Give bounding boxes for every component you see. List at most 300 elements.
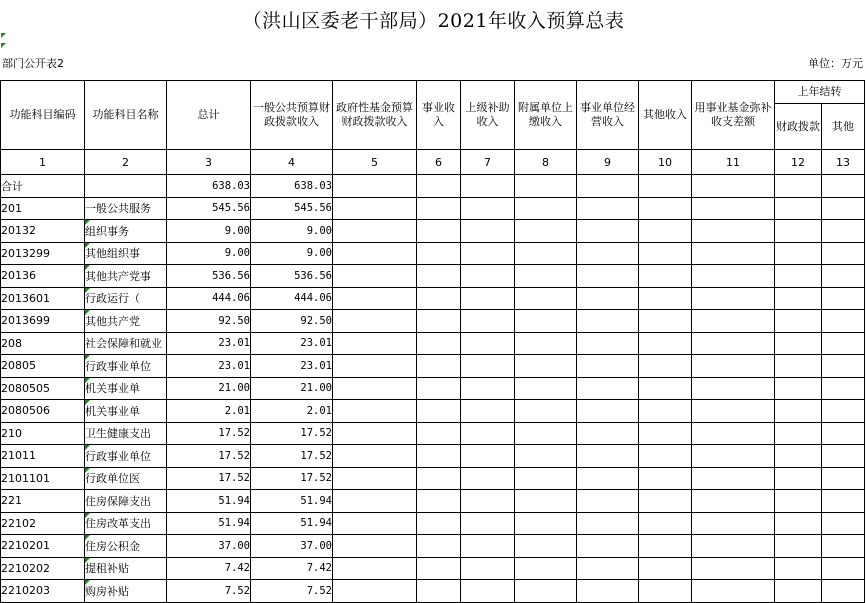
empty-cell <box>333 377 417 400</box>
empty-cell <box>333 445 417 468</box>
empty-cell <box>822 400 865 423</box>
empty-cell <box>461 332 515 355</box>
column-index-cell: 12 <box>775 150 822 175</box>
cell-marker-icon <box>85 265 90 270</box>
empty-cell <box>333 535 417 558</box>
empty-cell <box>577 422 639 445</box>
empty-cell <box>577 310 639 333</box>
empty-cell <box>775 400 822 423</box>
cell-marker-icon <box>85 400 90 405</box>
code-cell: 20132 <box>1 220 85 243</box>
table-row <box>1 557 865 580</box>
empty-cell <box>333 242 417 265</box>
empty-cell <box>577 242 639 265</box>
empty-cell <box>461 310 515 333</box>
name-cell: 购房补贴 <box>85 580 167 603</box>
empty-cell <box>822 355 865 378</box>
empty-cell <box>417 557 461 580</box>
table-row <box>1 242 865 265</box>
total-cell: 17.52 <box>167 422 251 445</box>
empty-cell <box>822 580 865 603</box>
empty-cell <box>822 422 865 445</box>
name-cell: 社会保障和就业 <box>85 332 167 355</box>
column-index-cell: 7 <box>461 150 515 175</box>
empty-cell <box>639 400 692 423</box>
name-cell: 其他组织事 <box>85 242 167 265</box>
empty-cell <box>639 445 692 468</box>
empty-cell <box>417 512 461 535</box>
name-cell: 住房保障支出 <box>85 490 167 513</box>
empty-cell <box>417 242 461 265</box>
table-row <box>1 490 865 513</box>
table-row <box>1 355 865 378</box>
empty-cell <box>775 265 822 288</box>
empty-cell <box>692 287 775 310</box>
empty-cell <box>775 557 822 580</box>
empty-cell <box>775 197 822 220</box>
empty-cell <box>822 490 865 513</box>
empty-cell <box>515 580 577 603</box>
empty-cell <box>417 535 461 558</box>
empty-cell <box>333 175 417 198</box>
table-row <box>1 400 865 423</box>
empty-cell <box>822 220 865 243</box>
header-total: 总计 <box>167 81 251 150</box>
empty-cell <box>333 197 417 220</box>
empty-cell <box>639 175 692 198</box>
unit-label: 单位：万元 <box>808 57 863 70</box>
column-index-cell: 10 <box>639 150 692 175</box>
empty-cell <box>692 422 775 445</box>
empty-cell <box>775 580 822 603</box>
total-cell: 7.42 <box>167 557 251 580</box>
column-index-cell: 3 <box>167 150 251 175</box>
empty-cell <box>692 400 775 423</box>
empty-cell <box>417 445 461 468</box>
empty-cell <box>639 265 692 288</box>
general-cell: 51.94 <box>251 490 333 513</box>
total-cell: 638.03 <box>167 175 251 198</box>
header-fund: 政府性基金预算财政拨款收入 <box>333 81 417 150</box>
column-index-cell: 8 <box>515 150 577 175</box>
empty-cell <box>515 422 577 445</box>
total-cell: 545.56 <box>167 197 251 220</box>
table-row <box>1 310 865 333</box>
cell-marker-icon <box>85 468 90 473</box>
empty-cell <box>333 332 417 355</box>
total-cell: 9.00 <box>167 220 251 243</box>
empty-cell <box>515 197 577 220</box>
empty-cell <box>515 175 577 198</box>
empty-cell <box>461 580 515 603</box>
empty-cell <box>515 220 577 243</box>
name-cell: 机关事业单 <box>85 400 167 423</box>
cell-marker-icon <box>85 288 90 293</box>
empty-cell <box>692 467 775 490</box>
general-cell: 21.00 <box>251 377 333 400</box>
empty-cell <box>417 467 461 490</box>
empty-cell <box>775 310 822 333</box>
empty-cell <box>639 535 692 558</box>
empty-cell <box>775 445 822 468</box>
name-cell: 住房改革支出 <box>85 512 167 535</box>
empty-cell <box>515 467 577 490</box>
empty-cell <box>333 355 417 378</box>
empty-cell <box>515 287 577 310</box>
empty-cell <box>822 175 865 198</box>
empty-cell <box>577 580 639 603</box>
general-cell: 9.00 <box>251 242 333 265</box>
cell-marker-icon <box>85 310 90 315</box>
budget-table <box>0 80 865 603</box>
general-cell: 23.01 <box>251 332 333 355</box>
empty-cell <box>577 400 639 423</box>
name-cell: 行政单位医 <box>85 467 167 490</box>
code-cell: 2013699 <box>1 310 85 333</box>
empty-cell <box>515 445 577 468</box>
table-row <box>1 377 865 400</box>
total-cell: 536.56 <box>167 265 251 288</box>
empty-cell <box>639 490 692 513</box>
empty-cell <box>822 265 865 288</box>
table-row <box>1 445 865 468</box>
empty-cell <box>639 310 692 333</box>
empty-cell <box>461 197 515 220</box>
empty-cell <box>692 265 775 288</box>
empty-cell <box>577 355 639 378</box>
empty-cell <box>775 467 822 490</box>
empty-cell <box>639 355 692 378</box>
code-cell: 20136 <box>1 265 85 288</box>
empty-cell <box>461 557 515 580</box>
name-cell: 卫生健康支出 <box>85 422 167 445</box>
empty-cell <box>692 355 775 378</box>
column-index-cell: 2 <box>85 150 167 175</box>
empty-cell <box>692 512 775 535</box>
empty-cell <box>461 175 515 198</box>
header-name: 功能科目名称 <box>85 81 167 150</box>
empty-cell <box>515 310 577 333</box>
name-cell: 一般公共服务 <box>85 197 167 220</box>
empty-cell <box>577 265 639 288</box>
general-cell: 37.00 <box>251 535 333 558</box>
total-cell: 21.00 <box>167 377 251 400</box>
page-title: （洪山区委老干部局）2021年收入预算总表 <box>242 10 625 32</box>
empty-cell <box>775 287 822 310</box>
general-cell: 92.50 <box>251 310 333 333</box>
empty-cell <box>577 377 639 400</box>
code-cell: 2080505 <box>1 377 85 400</box>
table-row <box>1 175 865 198</box>
empty-cell <box>461 242 515 265</box>
cell-marker-icon <box>85 243 90 248</box>
empty-cell <box>692 220 775 243</box>
empty-cell <box>515 490 577 513</box>
empty-cell <box>639 377 692 400</box>
empty-cell <box>639 580 692 603</box>
general-cell: 638.03 <box>251 175 333 198</box>
empty-cell <box>775 242 822 265</box>
code-cell: 208 <box>1 332 85 355</box>
empty-cell <box>417 220 461 243</box>
empty-cell <box>577 287 639 310</box>
empty-cell <box>577 197 639 220</box>
general-cell: 17.52 <box>251 467 333 490</box>
column-index-cell: 6 <box>417 150 461 175</box>
table-row <box>1 467 865 490</box>
empty-cell <box>417 175 461 198</box>
code-cell: 2101101 <box>1 467 85 490</box>
header-business: 事业收入 <box>417 81 461 150</box>
general-cell: 51.94 <box>251 512 333 535</box>
empty-cell <box>775 175 822 198</box>
empty-cell <box>639 512 692 535</box>
empty-cell <box>417 197 461 220</box>
total-cell: 9.00 <box>167 242 251 265</box>
code-cell: 20805 <box>1 355 85 378</box>
empty-cell <box>417 422 461 445</box>
total-cell: 51.94 <box>167 490 251 513</box>
cell-marker-icon <box>85 355 90 360</box>
empty-cell <box>639 197 692 220</box>
table-row <box>1 220 865 243</box>
name-cell: 住房公积金 <box>85 535 167 558</box>
empty-cell <box>822 535 865 558</box>
empty-cell <box>692 332 775 355</box>
empty-cell <box>692 490 775 513</box>
empty-cell <box>461 512 515 535</box>
empty-cell <box>775 422 822 445</box>
table-row <box>1 535 865 558</box>
empty-cell <box>333 512 417 535</box>
empty-cell <box>775 332 822 355</box>
empty-cell <box>417 265 461 288</box>
general-cell: 7.42 <box>251 557 333 580</box>
code-cell: 2013601 <box>1 287 85 310</box>
total-cell: 92.50 <box>167 310 251 333</box>
empty-cell <box>692 377 775 400</box>
code-cell: 22102 <box>1 512 85 535</box>
empty-cell <box>333 422 417 445</box>
empty-cell <box>417 287 461 310</box>
empty-cell <box>577 535 639 558</box>
empty-cell <box>639 332 692 355</box>
column-index-cell: 9 <box>577 150 639 175</box>
empty-cell <box>461 467 515 490</box>
empty-cell <box>333 310 417 333</box>
code-cell: 2210201 <box>1 535 85 558</box>
empty-cell <box>775 355 822 378</box>
empty-cell <box>515 242 577 265</box>
empty-cell <box>775 490 822 513</box>
empty-cell <box>461 265 515 288</box>
empty-cell <box>417 355 461 378</box>
empty-cell <box>515 535 577 558</box>
total-cell: 51.94 <box>167 512 251 535</box>
empty-cell <box>692 175 775 198</box>
header-code: 功能科目编码 <box>1 81 85 150</box>
general-cell: 545.56 <box>251 197 333 220</box>
name-cell: 行政事业单位 <box>85 355 167 378</box>
general-cell: 2.01 <box>251 400 333 423</box>
general-cell: 536.56 <box>251 265 333 288</box>
empty-cell <box>417 400 461 423</box>
empty-cell <box>822 287 865 310</box>
empty-cell <box>775 220 822 243</box>
header-makeup: 用事业基金弥补收支差额 <box>692 81 775 150</box>
general-cell: 7.52 <box>251 580 333 603</box>
empty-cell <box>775 512 822 535</box>
empty-cell <box>822 467 865 490</box>
empty-cell <box>515 377 577 400</box>
empty-cell <box>577 467 639 490</box>
table-row <box>1 197 865 220</box>
cell-marker-icon <box>85 580 90 585</box>
empty-cell <box>639 220 692 243</box>
cell-marker-icon <box>85 220 90 225</box>
empty-cell <box>333 400 417 423</box>
header-carryover-fiscal: 财政拨款 <box>775 104 822 150</box>
empty-cell <box>577 220 639 243</box>
empty-cell <box>515 557 577 580</box>
table-row <box>1 332 865 355</box>
column-index-cell: 5 <box>333 150 417 175</box>
header-affiliated: 附属单位上缴收入 <box>515 81 577 150</box>
name-cell: 行政事业单位 <box>85 445 167 468</box>
general-cell: 444.06 <box>251 287 333 310</box>
empty-cell <box>515 265 577 288</box>
empty-cell <box>822 377 865 400</box>
name-cell: 机关事业单 <box>85 377 167 400</box>
empty-cell <box>822 332 865 355</box>
cell-marker-icon <box>1 43 6 48</box>
empty-cell <box>333 467 417 490</box>
table-row <box>1 422 865 445</box>
empty-cell <box>639 287 692 310</box>
empty-cell <box>417 332 461 355</box>
empty-cell <box>461 355 515 378</box>
code-cell: 21011 <box>1 445 85 468</box>
empty-cell <box>577 557 639 580</box>
cell-marker-icon <box>85 378 90 383</box>
table-row <box>1 512 865 535</box>
form-label: 部门公开表2 <box>2 57 64 70</box>
general-cell: 17.52 <box>251 445 333 468</box>
empty-cell <box>692 242 775 265</box>
empty-cell <box>461 445 515 468</box>
empty-cell <box>822 310 865 333</box>
header-carryover-other: 其他 <box>822 104 865 150</box>
total-cell: 7.52 <box>167 580 251 603</box>
general-cell: 9.00 <box>251 220 333 243</box>
header-other: 其他收入 <box>639 81 692 150</box>
empty-cell <box>417 490 461 513</box>
empty-cell <box>692 445 775 468</box>
empty-cell <box>461 535 515 558</box>
empty-cell <box>822 445 865 468</box>
header-operation: 事业单位经营收入 <box>577 81 639 150</box>
empty-cell <box>639 422 692 445</box>
name-cell: 其他共产党 <box>85 310 167 333</box>
empty-cell <box>822 197 865 220</box>
empty-cell <box>461 422 515 445</box>
empty-cell <box>577 512 639 535</box>
header-superior: 上级补助收入 <box>461 81 515 150</box>
column-index-cell: 4 <box>251 150 333 175</box>
empty-cell <box>515 512 577 535</box>
total-cell: 23.01 <box>167 332 251 355</box>
empty-cell <box>461 490 515 513</box>
name-cell: 组织事务 <box>85 220 167 243</box>
column-index-row <box>1 150 865 175</box>
empty-cell <box>639 467 692 490</box>
empty-cell <box>822 242 865 265</box>
empty-cell <box>333 580 417 603</box>
empty-cell <box>333 490 417 513</box>
empty-cell <box>333 287 417 310</box>
empty-cell <box>333 220 417 243</box>
code-cell: 210 <box>1 422 85 445</box>
header-carryover: 上年结转 <box>775 81 865 104</box>
empty-cell <box>417 377 461 400</box>
code-cell: 2013299 <box>1 242 85 265</box>
table-row <box>1 287 865 310</box>
general-cell: 17.52 <box>251 422 333 445</box>
empty-cell <box>775 377 822 400</box>
header-general: 一般公共预算财政拨款收入 <box>251 81 333 150</box>
empty-cell <box>692 580 775 603</box>
code-cell: 221 <box>1 490 85 513</box>
empty-cell <box>515 332 577 355</box>
total-cell: 37.00 <box>167 535 251 558</box>
cell-marker-icon <box>85 445 90 450</box>
total-cell: 23.01 <box>167 355 251 378</box>
empty-cell <box>692 557 775 580</box>
code-cell: 合计 <box>1 175 85 198</box>
name-cell: 其他共产党事 <box>85 265 167 288</box>
code-cell: 2210202 <box>1 557 85 580</box>
empty-cell <box>333 265 417 288</box>
table-row <box>1 580 865 603</box>
empty-cell <box>417 310 461 333</box>
empty-cell <box>417 580 461 603</box>
total-cell: 17.52 <box>167 445 251 468</box>
total-cell: 17.52 <box>167 467 251 490</box>
column-index-cell: 11 <box>692 150 775 175</box>
empty-cell <box>461 400 515 423</box>
column-index-cell: 13 <box>822 150 865 175</box>
empty-cell <box>577 445 639 468</box>
name-cell: 行政运行（ <box>85 287 167 310</box>
empty-cell <box>639 557 692 580</box>
empty-cell <box>577 332 639 355</box>
total-cell: 2.01 <box>167 400 251 423</box>
empty-cell <box>775 535 822 558</box>
code-cell: 2080506 <box>1 400 85 423</box>
empty-cell <box>333 557 417 580</box>
empty-cell <box>515 355 577 378</box>
name-cell <box>85 175 167 198</box>
empty-cell <box>692 197 775 220</box>
empty-cell <box>639 242 692 265</box>
code-cell: 201 <box>1 197 85 220</box>
table-row <box>1 265 865 288</box>
cell-marker-icon <box>85 513 90 518</box>
empty-cell <box>461 220 515 243</box>
cell-marker-icon <box>85 535 90 540</box>
name-cell: 提租补贴 <box>85 557 167 580</box>
empty-cell <box>461 377 515 400</box>
